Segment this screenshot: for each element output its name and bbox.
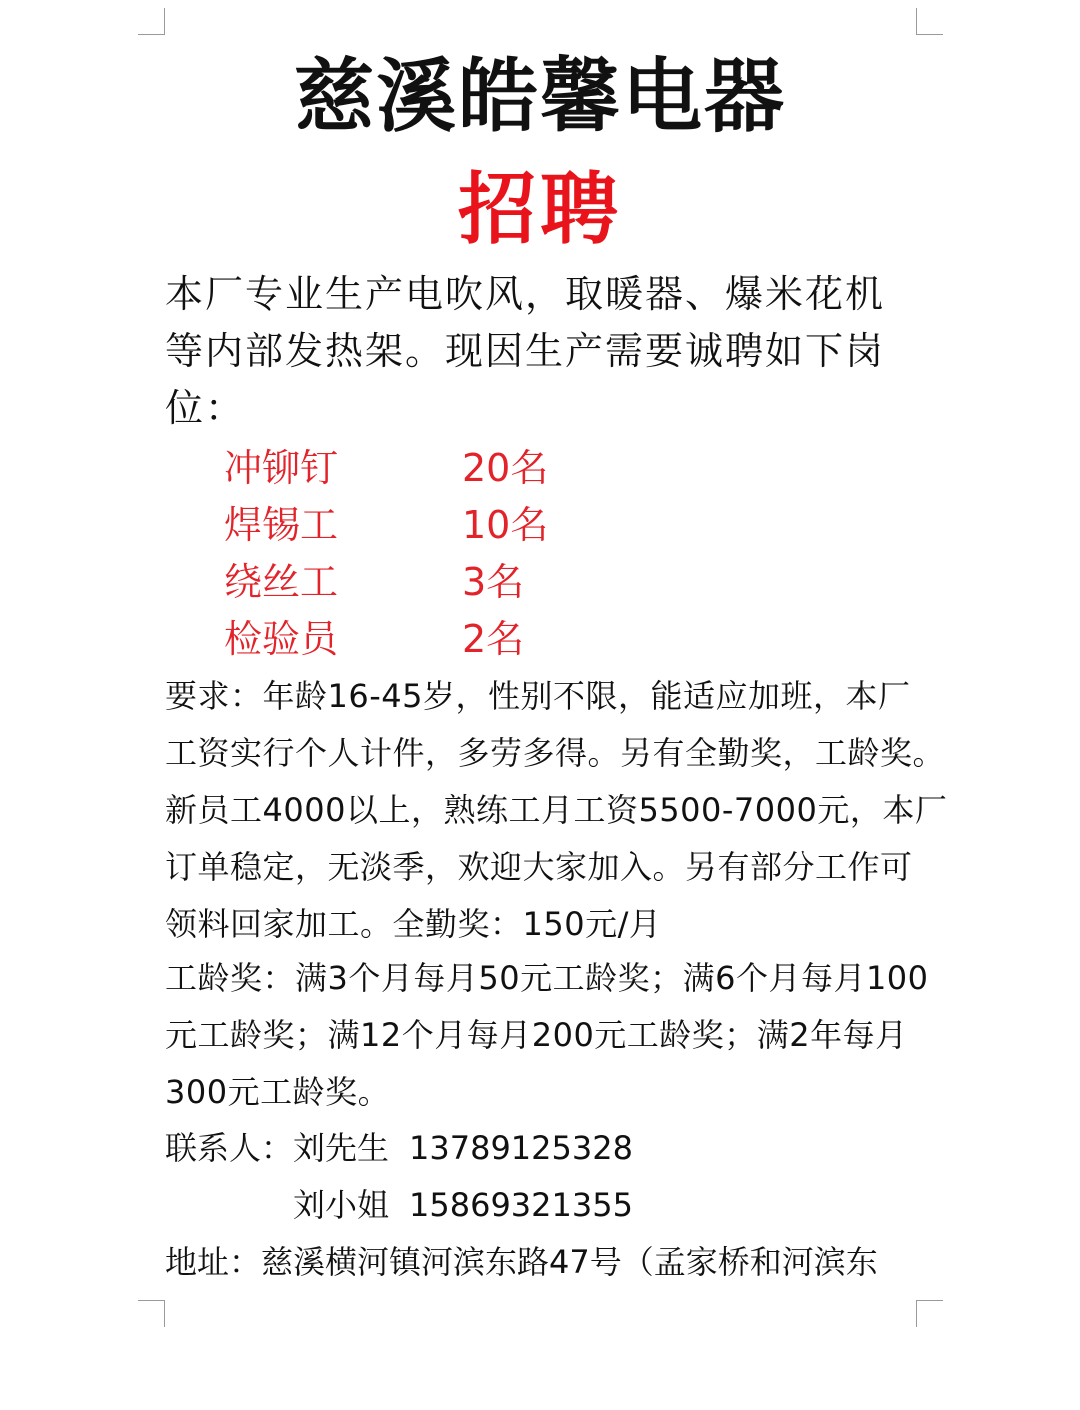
- requirements-line: 订单稳定，无淡季，欢迎大家加入。另有部分工作可: [165, 848, 913, 886]
- contact-name: 刘先生: [293, 1129, 390, 1167]
- job-headcount: 2名: [462, 617, 525, 661]
- job-title: 冲铆钉: [224, 446, 339, 490]
- requirements-line: 工资实行个人计件，多劳多得。另有全勤奖，工龄奖。: [165, 734, 946, 772]
- job-title: 检验员: [224, 617, 339, 661]
- contact-label: 联系人：: [165, 1129, 294, 1167]
- contact-phone[interactable]: 15869321355: [409, 1186, 633, 1224]
- job-list: [224, 440, 724, 668]
- seniority-bonus-paragraph: [165, 950, 955, 1121]
- seniority-line: 工龄奖：满3个月每月50元工龄奖；满6个月每月100: [165, 959, 929, 997]
- intro-line: 等内部发热架。现因生产需要诚聘如下岗: [165, 329, 886, 373]
- requirements-line: 领料回家加工。全勤奖：150元/月: [165, 905, 662, 943]
- job-row: [224, 497, 724, 554]
- page-corner-mark-top-left: [138, 8, 165, 35]
- page-corner-mark-bottom-left: [138, 1300, 165, 1327]
- contact-row: [165, 1177, 633, 1234]
- seniority-line: 300元工龄奖。: [165, 1073, 391, 1111]
- job-row: [224, 440, 724, 497]
- intro-line: 本厂专业生产电吹风，取暖器、爆米花机: [165, 272, 886, 316]
- requirements-paragraph: [165, 668, 955, 953]
- requirements-line: 新员工4000以上，熟练工月工资5500-7000元，本厂: [165, 791, 948, 829]
- job-headcount: 3名: [462, 560, 525, 604]
- job-title: 绕丝工: [224, 560, 339, 604]
- page-corner-mark-bottom-right: [916, 1300, 943, 1327]
- job-headcount: 10名: [462, 503, 549, 547]
- job-row: [224, 554, 724, 611]
- intro-line: 位：: [165, 386, 246, 430]
- job-headcount: 20名: [462, 446, 549, 490]
- seniority-line: 元工龄奖；满12个月每月200元工龄奖；满2年每月: [165, 1016, 908, 1054]
- recruitment-title: 招聘: [457, 165, 622, 255]
- contact-phone[interactable]: 13789125328: [409, 1129, 633, 1167]
- intro-paragraph: [165, 266, 921, 437]
- page-corner-mark-top-right: [916, 8, 943, 35]
- company-name: 慈溪皓馨电器: [294, 50, 786, 143]
- contact-name: 刘小姐: [293, 1186, 390, 1224]
- requirements-line: 要求：年龄16-45岁，性别不限，能适应加班，本厂: [165, 677, 911, 715]
- job-row: [224, 611, 724, 668]
- job-title: 焊锡工: [224, 503, 339, 547]
- contact-row: [165, 1120, 633, 1177]
- address-line: 地址：慈溪横河镇河滨东路47号（孟家桥和河滨东: [165, 1243, 878, 1281]
